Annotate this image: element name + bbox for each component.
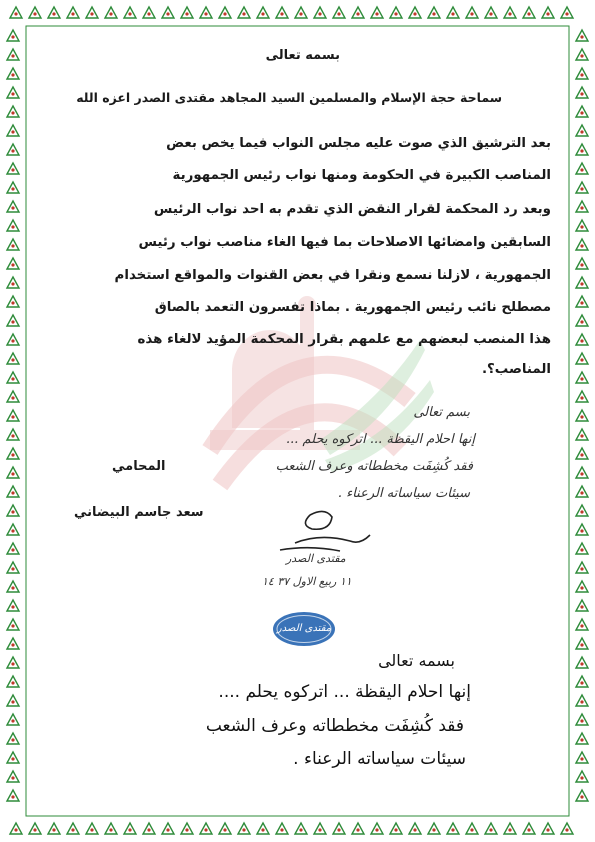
border-motif-dot <box>90 12 93 15</box>
border-motif-dot <box>299 12 302 15</box>
border-motif-dot <box>261 828 264 831</box>
border-motif-dot <box>451 12 454 15</box>
border-motif-dot <box>580 282 583 285</box>
basmala-header: بسمه تعالى <box>265 48 340 63</box>
border-motif-dot <box>280 12 283 15</box>
letter-line-5: الجمهورية ، لازلنا نسمع ونقرا في بعض القنوات والمواقع استخدام <box>114 268 551 283</box>
signature-name: مقتدى الصدر <box>286 552 346 565</box>
letter-line-6: مصطلح نائب رئيس الجمهورية . بماذا تفسرون التعمد بالصاق <box>154 300 551 315</box>
border-motif-dot <box>394 828 397 831</box>
border-motif-dot <box>11 54 14 57</box>
sender-name: سعد جاسم البيضاني <box>74 505 204 520</box>
border-motif-dot <box>580 472 583 475</box>
border-motif-dot <box>166 12 169 15</box>
reply-line-3: فقد كُشِفَت مخططاته وعرف الشعب <box>205 716 464 736</box>
border-motif-dot <box>580 719 583 722</box>
border-motif-dot <box>242 828 245 831</box>
border-motif-dot <box>451 828 454 831</box>
border-motif-dot <box>565 12 568 15</box>
border-motif-dot <box>11 396 14 399</box>
border-motif-dot <box>565 828 568 831</box>
border-motif-dot <box>318 828 321 831</box>
border-motif-dot <box>14 12 17 15</box>
border-motif-dot <box>527 828 530 831</box>
border-motif-dot <box>508 12 511 15</box>
border-motif-dot <box>580 586 583 589</box>
border-motif-dot <box>580 567 583 570</box>
border-motif-dot <box>508 828 511 831</box>
border-motif-dot <box>580 54 583 57</box>
letter-line-3: وبعد رد المحكمة لقرار النقض الذي تقدم به احد نواب الرئيس <box>153 202 551 217</box>
border-motif-dot <box>580 111 583 114</box>
border-motif-dot <box>299 828 302 831</box>
border-motif-dot <box>337 828 340 831</box>
border-motif-dot <box>489 828 492 831</box>
border-motif-dot <box>11 472 14 475</box>
border-motif-dot <box>580 491 583 494</box>
border-motif-dot <box>11 624 14 627</box>
border-motif-dot <box>11 168 14 171</box>
border-motif-dot <box>580 149 583 152</box>
border-motif-dot <box>489 12 492 15</box>
border-motif-dot <box>580 738 583 741</box>
border-motif-dot <box>580 700 583 703</box>
border-motif-dot <box>242 12 245 15</box>
border-motif-dot <box>11 358 14 361</box>
border-motif-dot <box>11 187 14 190</box>
border-motif-dot <box>375 12 378 15</box>
border-motif-dot <box>11 776 14 779</box>
border-motif-dot <box>11 35 14 38</box>
border-motif-dot <box>33 12 36 15</box>
border-motif-dot <box>580 415 583 418</box>
border-motif-dot <box>11 795 14 798</box>
border-motif-dot <box>11 491 14 494</box>
border-motif-dot <box>580 92 583 95</box>
office-seal <box>272 611 336 647</box>
border-motif-dot <box>185 12 188 15</box>
letter-line-8: المناصب؟. <box>481 362 551 377</box>
border-motif-dot <box>580 320 583 323</box>
border-motif-dot <box>90 828 93 831</box>
border-motif-dot <box>147 12 150 15</box>
border-motif-dot <box>11 73 14 76</box>
border-motif-dot <box>128 828 131 831</box>
border-motif-dot <box>52 828 55 831</box>
border-motif-dot <box>11 415 14 418</box>
border-motif-dot <box>470 828 473 831</box>
border-motif-dot <box>71 828 74 831</box>
border-motif-dot <box>580 168 583 171</box>
handwritten-line-4: سيئات سياساته الرعناء . <box>337 486 470 501</box>
handwritten-line-3: فقد كُشِفَت مخططاته وعرف الشعب <box>275 459 473 474</box>
seal-text: مقتدى الصدر <box>276 623 332 634</box>
border-motif-dot <box>11 225 14 228</box>
border-motif-dot <box>580 301 583 304</box>
border-motif-dot <box>413 12 416 15</box>
border-motif-dot <box>580 396 583 399</box>
border-motif-dot <box>580 643 583 646</box>
border-motif-dot <box>580 187 583 190</box>
border-motif-dot <box>166 828 169 831</box>
border-motif-dot <box>580 263 583 266</box>
border-motif-dot <box>128 12 131 15</box>
border-motif-dot <box>204 12 207 15</box>
reply-line-1: بسمه تعالى <box>378 651 455 670</box>
border-motif-dot <box>337 12 340 15</box>
border-motif-dot <box>580 339 583 342</box>
reply-line-4: سيئات سياساته الرعناء . <box>293 749 466 769</box>
border-motif-dot <box>11 700 14 703</box>
border-motif-dot <box>546 12 549 15</box>
border-motif-dot <box>580 130 583 133</box>
border-motif-dot <box>11 130 14 133</box>
border-motif-dot <box>11 206 14 209</box>
border-motif-dot <box>580 605 583 608</box>
border-motif-dot <box>14 828 17 831</box>
border-motif-dot <box>11 567 14 570</box>
border-motif-dot <box>356 12 359 15</box>
border-motif-dot <box>546 828 549 831</box>
border-motif-dot <box>580 206 583 209</box>
border-motif-dot <box>11 529 14 532</box>
border-motif-dot <box>580 434 583 437</box>
border-motif-dot <box>109 828 112 831</box>
border-motif-dot <box>580 377 583 380</box>
border-motif-dot <box>11 149 14 152</box>
border-motif-dot <box>580 529 583 532</box>
border-motif-dot <box>580 453 583 456</box>
border-motif-dot <box>33 828 36 831</box>
border-motif-dot <box>375 828 378 831</box>
border-motif-dot <box>580 681 583 684</box>
border-motif-dot <box>11 681 14 684</box>
border-motif-dot <box>71 12 74 15</box>
handwritten-date: ١١ ربيع الاول ٣٧ ١٤ <box>262 575 352 588</box>
border-motif-dot <box>11 719 14 722</box>
border-motif-dot <box>261 12 264 15</box>
border-motif-dot <box>11 320 14 323</box>
border-motif-dot <box>413 828 416 831</box>
border-motif-dot <box>11 301 14 304</box>
border-motif-dot <box>580 548 583 551</box>
reply-line-2: إنها احلام اليقظة ... اتركوه يحلم .... <box>218 682 471 702</box>
handwritten-line-2: إنها احلام اليقظة ... اتركوه يحلم ... <box>285 432 475 447</box>
border-motif-dot <box>11 510 14 513</box>
salutation-line: سماحة حجة الإسلام والمسلمين السيد المجاهد مقتدى الصدر اعزه الله <box>76 90 502 105</box>
border-motif-dot <box>11 757 14 760</box>
border-motif-dot <box>11 111 14 114</box>
border-motif-dot <box>580 225 583 228</box>
border-motif-dot <box>11 586 14 589</box>
border-motif-dot <box>394 12 397 15</box>
border-motif-dot <box>11 605 14 608</box>
border-motif-dot <box>185 828 188 831</box>
border-motif-dot <box>11 434 14 437</box>
border-motif-dot <box>11 453 14 456</box>
border-motif-dot <box>580 624 583 627</box>
border-motif-dot <box>432 12 435 15</box>
border-motif-dot <box>204 828 207 831</box>
border-motif-dot <box>11 643 14 646</box>
border-motif-dot <box>318 12 321 15</box>
border-motif-dot <box>11 92 14 95</box>
border-motif-dot <box>580 662 583 665</box>
border-motif-dot <box>580 73 583 76</box>
border-motif-dot <box>580 358 583 361</box>
border-motif-dot <box>11 263 14 266</box>
border-motif-dot <box>527 12 530 15</box>
border-motif-dot <box>11 662 14 665</box>
border-motif-dot <box>580 795 583 798</box>
letter-line-2: المناصب الكبيرة في الحكومة ومنها نواب رئيس الجمهورية <box>172 168 551 183</box>
letter-line-7: هذا المنصب لبعضهم مع علمهم بقرار المحكمة المؤيد لالغاء هذه <box>137 332 551 347</box>
border-motif-dot <box>11 339 14 342</box>
border-motif-dot <box>580 244 583 247</box>
border-motif-dot <box>580 35 583 38</box>
border-motif-dot <box>147 828 150 831</box>
border-motif-dot <box>109 12 112 15</box>
border-motif-dot <box>580 776 583 779</box>
border-motif-dot <box>223 828 226 831</box>
border-motif-dot <box>11 282 14 285</box>
border-motif-dot <box>280 828 283 831</box>
border-motif-dot <box>580 510 583 513</box>
border-motif-dot <box>432 828 435 831</box>
border-motif-dot <box>223 12 226 15</box>
handwritten-line-1: بسم تعالى <box>413 405 470 420</box>
letter-line-1: بعد الترشيق الذي صوت عليه مجلس النواب فيما يخص بعض <box>166 136 551 151</box>
border-motif-dot <box>356 828 359 831</box>
border-motif-dot <box>11 738 14 741</box>
letter-line-4: السابقين وامضائها الاصلاحات بما فيها الغاء مناصب نواب رئيس <box>138 235 551 250</box>
border-motif-dot <box>11 244 14 247</box>
border-motif-dot <box>470 12 473 15</box>
border-motif-dot <box>11 548 14 551</box>
border-motif-dot <box>580 757 583 760</box>
sender-title: المحامي <box>112 459 166 474</box>
border-motif-dot <box>52 12 55 15</box>
border-motif-dot <box>11 377 14 380</box>
